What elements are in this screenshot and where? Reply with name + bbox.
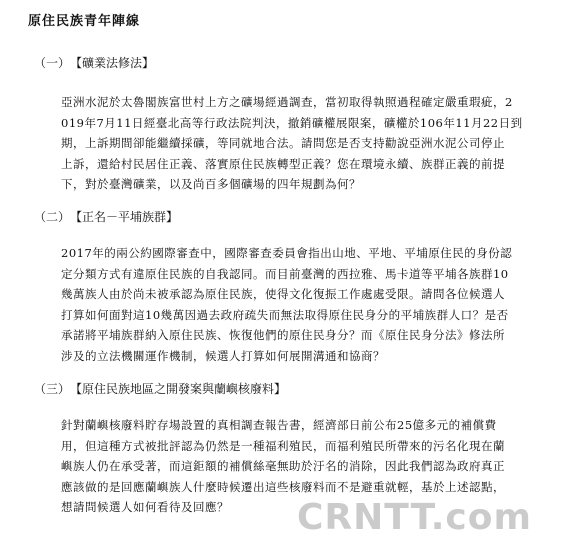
section-heading-pingpu-recognition bbox=[34, 208, 178, 225]
paragraph-line: 打算如何面對這10幾萬因過去政府疏失而無法取得原住民身分的平埔族群人口？是否 bbox=[61, 307, 509, 322]
section-heading-lanyu-nuclear-waste bbox=[34, 380, 286, 397]
section-number: （三） bbox=[34, 382, 71, 396]
paragraph-line: 上訴，還給村民居住正義、落實原住民族轉型正義？您在環境永續、族群正義的前提 bbox=[61, 156, 505, 171]
section-number: （二） bbox=[34, 210, 71, 224]
section-title: 【原住民族地區之開發案與蘭嶼核廢料】 bbox=[70, 382, 287, 396]
section-body-pingpu-recognition bbox=[61, 243, 549, 367]
paragraph-line: 嶼族人仍在承受著，而這鉅額的補償絲毫無助於汙名的消除，因此我們認為政府真正 bbox=[61, 459, 505, 474]
watermark-logo: CRNTT.com bbox=[296, 497, 532, 538]
paragraph-line: 承諾將平埔族群納入原住民族、恢復他們的原住民身分？而《原住民身分法》修法所 bbox=[61, 328, 505, 343]
paragraph-line: 幾萬族人由於尚未被承認為原住民族，使得文化復振工作處處受限。請問各位候選人 bbox=[61, 287, 505, 302]
section-title: 【礦業法修法】 bbox=[70, 56, 155, 70]
paragraph-line: 下，對於臺灣礦業，以及尚百多個礦場的四年規劃為何？ bbox=[61, 177, 361, 192]
paragraph-line: 用，但這種方式被批評認為仍然是一種福利殖民，而福利殖民所帶來的污名化現在蘭 bbox=[61, 438, 505, 453]
paragraph-line: 定分類方式有違原住民族的自我認同。而目前臺灣的西拉雅、馬卡道等平埔各族群10 bbox=[61, 266, 509, 281]
section-number: （一） bbox=[34, 56, 71, 70]
paragraph-line: 應該做的是回應蘭嶼族人什麼時候遷出這些核廢料而不是避重就輕，基於上述認點， bbox=[61, 479, 505, 494]
section-title: 【正名－平埔族群】 bbox=[70, 210, 179, 224]
paragraph-line: 涉及的立法機關運作機制，候選人打算如何展開溝通和協商？ bbox=[61, 348, 385, 363]
paragraph-line: 期，上訴期間卻能繼續採礦，等同就地合法。請問您是否支持勸說亞洲水泥公司停止 bbox=[61, 136, 505, 151]
paragraph-line: 亞洲水泥於太魯閣族富世村上方之礦場經過調查，當初取得執照過程確定嚴重瑕疵，2 bbox=[61, 95, 513, 109]
paragraph-line: 針對蘭嶼核廢料貯存場設置的真相調查報告書，經濟部日前公布25億多元的補償費 bbox=[61, 418, 497, 432]
page-title: 原住民族青年陣線 bbox=[28, 14, 141, 29]
paragraph-line: 想請問候選人如何看待及回應？ bbox=[61, 500, 229, 515]
paragraph-line: 2017年的兩公約國際審查中，國際審查委員會指出山地、平地、平埔原住民的身份認 bbox=[61, 246, 513, 260]
section-body-mining-law bbox=[61, 92, 549, 195]
section-heading-mining-law bbox=[34, 54, 154, 71]
paragraph-line: 019年7月11日經臺北高等行政法院判決，撤銷礦權展限案，礦權於106年11月22日到 bbox=[61, 115, 523, 130]
